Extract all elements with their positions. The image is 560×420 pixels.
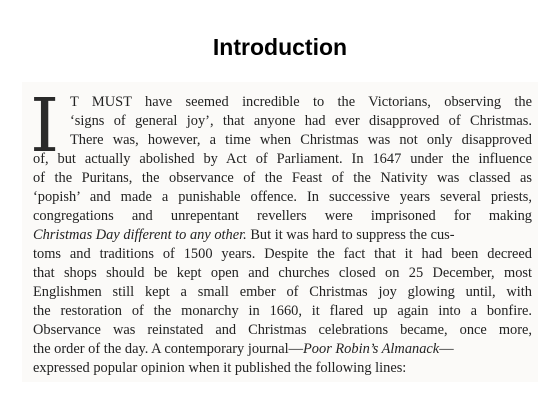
slide-title: Introduction xyxy=(212,34,348,60)
text-line: ‘signs of general joy’, that anyone had ever disapproved of Christmas. xyxy=(70,113,532,129)
text-line: There was, however, a time when Christmas was not only disapproved xyxy=(70,132,532,148)
text-line: that shops should be kept open and churches closed on 25 December, most xyxy=(33,265,532,281)
text-line: the restoration of the monarchy in 1660, it flared up again into a bonfire. xyxy=(33,303,532,319)
journal-title: Poor Robin’s Almanack xyxy=(303,341,440,357)
text-line: of the Puritans, the observance of the Feast of the Nativity was classed as xyxy=(33,170,532,186)
text-line: expressed popular opinion when it published the following lines: xyxy=(33,360,407,376)
italic-phrase: Christmas Day different to any other. xyxy=(33,227,247,243)
text-line: Englishmen still kept a small ember of Christmas joy glowing until, with xyxy=(33,284,532,300)
text-span: — xyxy=(439,341,454,357)
drop-cap: I xyxy=(30,83,60,169)
text-line: T MUST have seemed incredible to the Victorians, observing the xyxy=(70,94,532,110)
text-line xyxy=(33,340,532,359)
text-line: toms and traditions of 1500 years. Despite the fact that it had been decreed xyxy=(33,246,532,262)
text-line: ‘popish’ and made a punishable offence. In successive years several priests, xyxy=(33,189,532,205)
text-line: Observance was reinstated and Christmas celebrations became, once more, xyxy=(33,322,532,338)
text-line xyxy=(33,226,532,245)
text-span: But it was hard to suppress the cus- xyxy=(246,227,455,243)
text-span: the order of the day. A contemporary journal— xyxy=(33,341,304,357)
text-line: congregations and unrepentant revellers were imprisoned for making xyxy=(33,208,532,224)
text-line: of, but actually abolished by Act of Parliament. In 1647 under the influence xyxy=(33,151,532,167)
